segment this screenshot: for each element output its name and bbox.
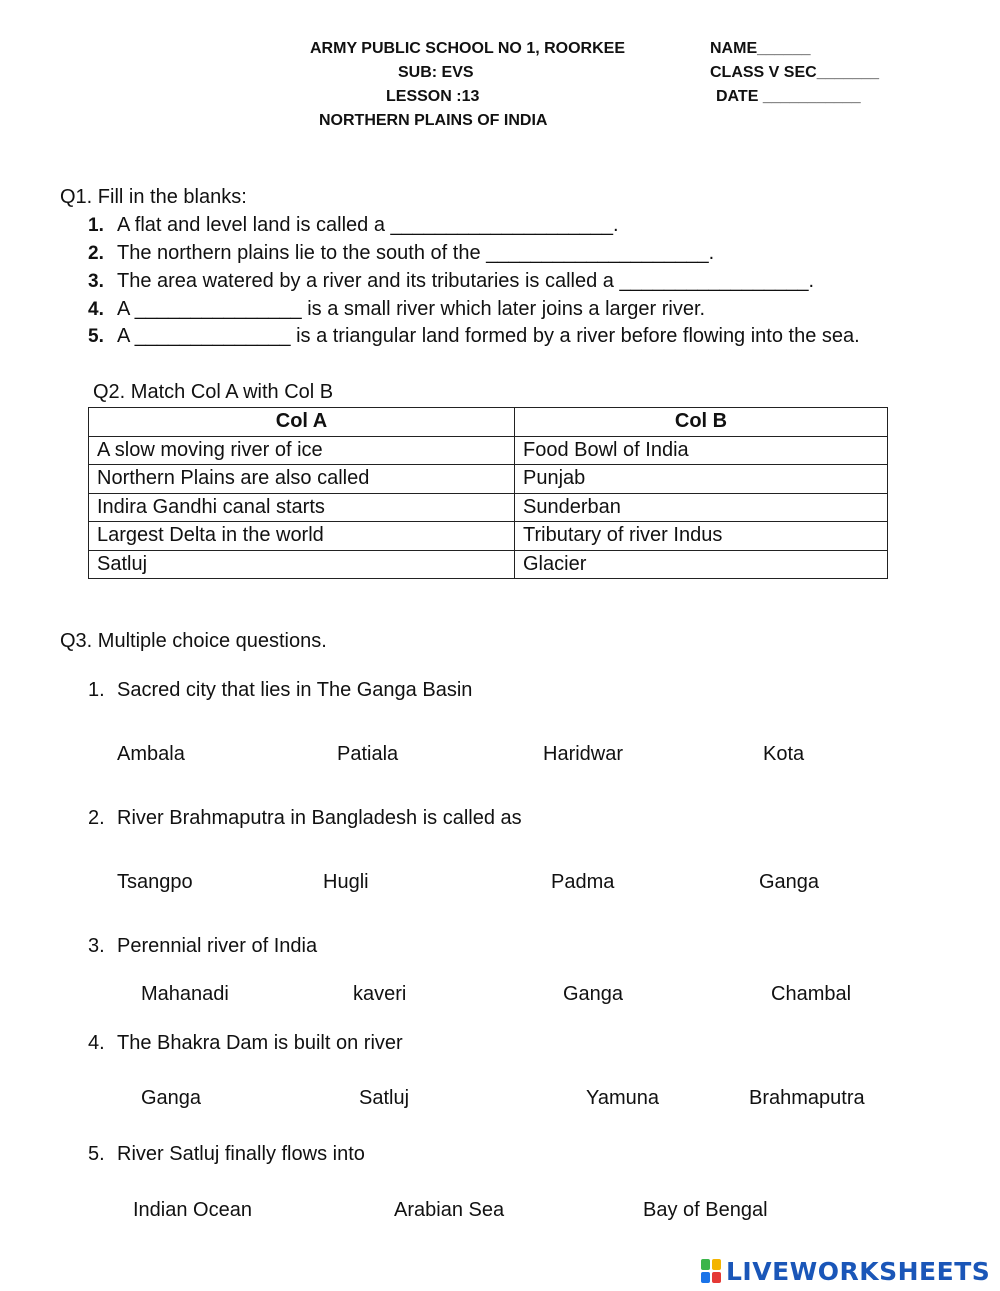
col-a-cell[interactable]: Northern Plains are also called: [89, 465, 515, 494]
col-a-cell[interactable]: Indira Gandhi canal starts: [89, 493, 515, 522]
class-section-field[interactable]: CLASS V SEC_______: [710, 64, 879, 81]
mcq-option[interactable]: Kota: [763, 743, 805, 765]
mcq-option[interactable]: Chambal: [771, 983, 852, 1005]
col-a-cell[interactable]: Satluj: [89, 550, 515, 579]
mcq-option[interactable]: Patiala: [337, 743, 399, 765]
topic-title: NORTHERN PLAINS OF INDIA: [319, 112, 548, 129]
q1-blank-sentence[interactable]: The northern plains lie to the south of the ____________________.: [117, 242, 715, 264]
col-b-header: Col B: [515, 408, 888, 437]
q1-blank-sentence[interactable]: A flat and level land is called a ____________________.: [117, 214, 619, 236]
mcq-number: 2.: [88, 807, 105, 829]
mcq-option[interactable]: Tsangpo: [117, 871, 193, 893]
name-field[interactable]: NAME______: [710, 40, 811, 57]
date-field[interactable]: DATE ___________: [716, 88, 861, 105]
table-row: [89, 465, 888, 494]
mcq-option[interactable]: Haridwar: [543, 743, 624, 765]
mcq-option[interactable]: Bay of Bengal: [643, 1199, 768, 1221]
mcq-option[interactable]: Yamuna: [586, 1087, 660, 1109]
mcq-option[interactable]: Arabian Sea: [394, 1199, 505, 1221]
col-b-cell[interactable]: Sunderban: [515, 493, 888, 522]
liveworksheets-logo-text: LIVEWORKSHEETS: [726, 1256, 991, 1286]
mcq-option[interactable]: Ganga: [141, 1087, 202, 1109]
mcq-option[interactable]: Satluj: [359, 1087, 410, 1109]
mcq-number: 5.: [88, 1143, 105, 1165]
table-row: [89, 493, 888, 522]
mcq-question: River Brahmaputra in Bangladesh is called as: [117, 807, 522, 829]
mcq-question: River Satluj finally flows into: [117, 1143, 365, 1165]
mcq-option[interactable]: kaveri: [353, 983, 407, 1005]
q1-blank-sentence[interactable]: The area watered by a river and its tributaries is called a _________________.: [117, 270, 815, 292]
subject-label: SUB: EVS: [398, 64, 474, 81]
q1-item-number: 2.: [88, 243, 104, 264]
liveworksheets-logo-icon: [700, 1258, 722, 1284]
table-row: [89, 550, 888, 579]
col-a-cell[interactable]: Largest Delta in the world: [89, 522, 515, 551]
mcq-question: Sacred city that lies in The Ganga Basin: [117, 679, 473, 701]
mcq-number: 4.: [88, 1032, 105, 1054]
q1-item-number: 5.: [88, 326, 104, 347]
mcq-number: 1.: [88, 679, 105, 701]
col-a-cell[interactable]: A slow moving river of ice: [89, 436, 515, 465]
mcq-question: The Bhakra Dam is built on river: [117, 1032, 403, 1054]
mcq-option[interactable]: Ganga: [759, 871, 820, 893]
mcq-option[interactable]: Ambala: [117, 743, 185, 765]
q1-item-number: 4.: [88, 299, 104, 320]
col-a-header: Col A: [89, 408, 515, 437]
table-row: [89, 436, 888, 465]
q1-blank-sentence[interactable]: A ______________ is a triangular land formed by a river before flowing into the sea.: [117, 325, 860, 347]
match-table: [88, 407, 888, 579]
mcq-option[interactable]: Padma: [551, 871, 615, 893]
q1-item-number: 3.: [88, 271, 104, 292]
col-b-cell[interactable]: Punjab: [515, 465, 888, 494]
mcq-option[interactable]: Hugli: [323, 871, 369, 893]
mcq-option[interactable]: Mahanadi: [141, 983, 229, 1005]
q3-title: Q3. Multiple choice questions.: [60, 630, 327, 652]
mcq-option[interactable]: Brahmaputra: [749, 1087, 865, 1109]
q2-title: Q2. Match Col A with Col B: [93, 381, 334, 403]
mcq-number: 3.: [88, 935, 105, 957]
liveworksheets-logo: [700, 1255, 990, 1287]
q1-item-number: 1.: [88, 215, 104, 236]
q1-blank-sentence[interactable]: A _______________ is a small river which later joins a larger river.: [117, 298, 706, 320]
table-row: [89, 522, 888, 551]
q1-title: Q1. Fill in the blanks:: [60, 186, 247, 208]
mcq-question: Perennial river of India: [117, 935, 318, 957]
col-b-cell[interactable]: Tributary of river Indus: [515, 522, 888, 551]
lesson-label: LESSON :13: [386, 88, 480, 105]
col-b-cell[interactable]: Food Bowl of India: [515, 436, 888, 465]
col-b-cell[interactable]: Glacier: [515, 550, 888, 579]
school-name: ARMY PUBLIC SCHOOL NO 1, ROORKEE: [310, 40, 625, 57]
mcq-option[interactable]: Ganga: [563, 983, 624, 1005]
mcq-option[interactable]: Indian Ocean: [133, 1199, 252, 1221]
